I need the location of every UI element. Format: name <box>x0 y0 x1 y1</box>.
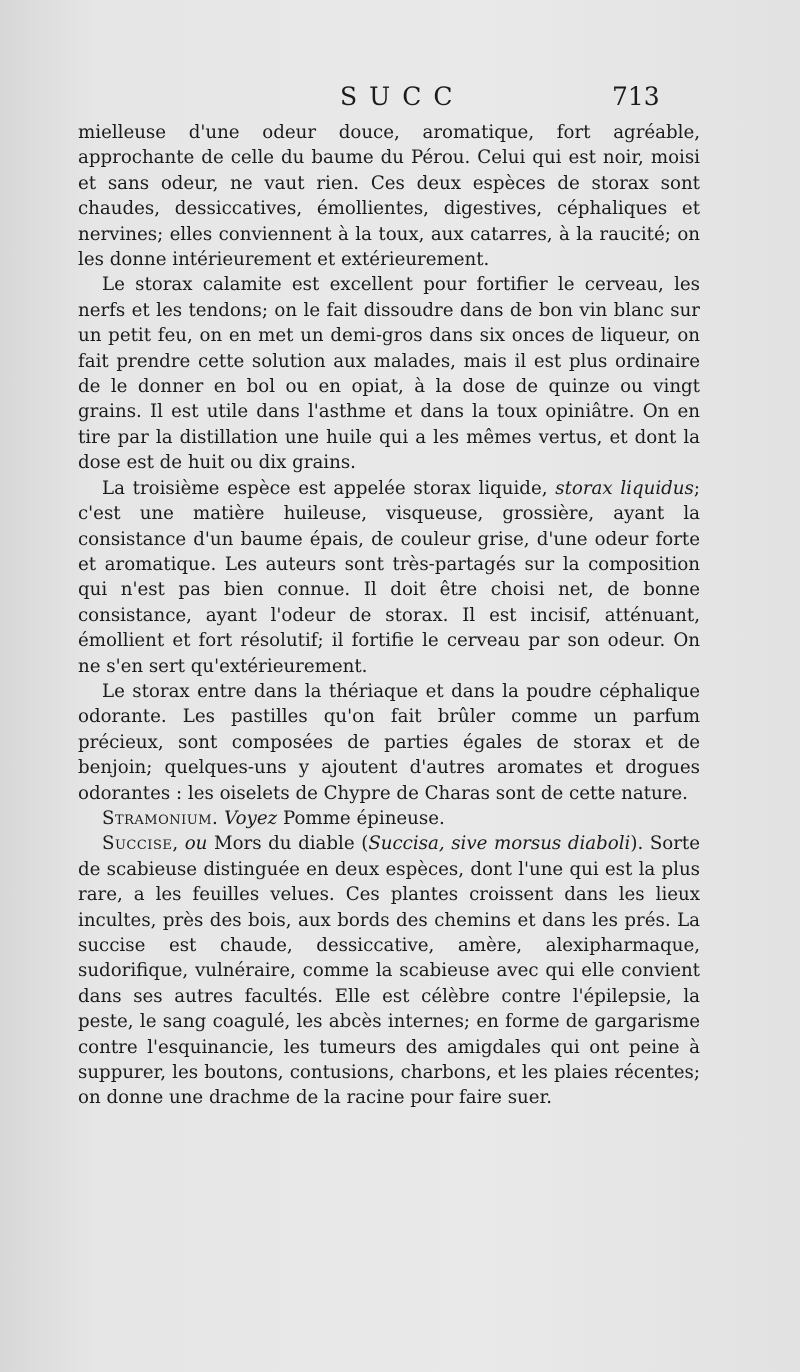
or-word: ou <box>184 833 208 855</box>
latin-name: Succisa, sive morsus diaboli <box>368 833 631 855</box>
paragraph-3 <box>78 476 700 679</box>
running-head: SUCC <box>340 82 465 111</box>
entry-succise: Succise, ou Mors du diable (Succisa, sive morsus diaboli). Sorte de scabieuse distinguée en deux espèces, dont l'une qui est la plus rare, a les feuilles velues. Ces plantes croissent dans les lieux incultes, près des bois, aux bords des chemins et dans les prés. La succise est chaude, dessiccative, amère, alexipharmaque, sudorifique, vulnéraire, comme la scabieuse avec qui elle convient dans ses autres facultés. Elle est célèbre contre l'épilepsie, la peste, le sang coagulé, les abcès internes; en forme de gargarisme contre l'esquinancie, les tumeurs des amigdales qui ont peine à suppurer, les boutons, contusions, charbons, et les plaies récentes; on donne une drachme de la racine pour faire suer. <box>78 833 701 1109</box>
page-header <box>0 82 800 122</box>
headword-succise: Succise <box>102 833 173 855</box>
cross-reference: Pomme épineuse. <box>282 807 445 829</box>
paragraph-4: Le storax entre dans la thériaque et dans la poudre céphalique odorante. Les pastilles qu'on fait brûler comme un parfum précieux, sont composées de parties égales de storax et de benjoin; quelques-uns y ajoutent d'autres aromates et drogues odorantes : les oiselets de Chypre de Charas sont de cette nature. <box>78 680 700 804</box>
paragraph-3-rest: ; c'est une matière huileuse, visqueuse, grossière, ayant la consistance d'un baume épais, de couleur grise, d'une odeur forte et aromatique. Les auteurs sont très-partagés sur la composition qui n'est pas bien connue. Il doit être choisi net, de bonne consistance, ayant l'odeur de storax. Il est incisif, atténuant, émollient et fort résolutif; il fortifie le cerveau par son odeur. On ne s'en sert qu'extérieurement. <box>78 477 700 677</box>
paragraph-1: mielleuse d'une odeur douce, aromatique, fort agréable, approchante de celle du baume du Pérou. Celui qui est noir, moisi et sans odeur, ne vaut rien. Ces deux espèces de storax sont chaudes, dessiccatives, émollientes, digestives, céphaliques et nervines; elles conviennent à la toux, aux catarres, à la raucité; on les donne intérieurement et extérieurement. <box>78 122 700 271</box>
body-text <box>78 120 700 1111</box>
alternate-name: Mors du diable ( <box>213 833 369 855</box>
paragraph-2: Le storax calamite est excellent pour fortifier le cerveau, les nerfs et les tendons; on le fait dissoudre dans de bon vin blanc sur un petit feu, on en met un demi-gros dans six onces de liqueur, on fait prendre cette solution aux malades, mais il est plus ordinaire de le donner en bol ou en opiat, à la dose de quinze ou vingt grains. Il est utile dans l'asthme et dans la toux opiniâtre. On en tire par la distillation une huile qui a les mêmes vertus, et dont la dose est de huit ou dix grains. <box>78 274 700 474</box>
latin-term: storax liquidus <box>555 477 694 499</box>
entry-stramonium <box>78 806 700 831</box>
page-number: 713 <box>612 82 660 111</box>
entry-succise-body: ). Sorte de scabieuse distinguée en deux espèces, dont l'une qui est la plus rare, a les feuilles velues. Ces plantes croissent dans les lieux incultes, près des bois, aux bords des chemins et dans les prés. La succise est chaude, dessiccative, amère, alexipharmaque, sudorifique, vulnéraire, comme la scabieuse avec qui elle convient dans ses autres facultés. Elle est célèbre contre l'épilepsie, la peste, le sang coagulé, les abcès internes; en forme de gargarisme contre l'esquinancie, les tumeurs des amigdales qui ont peine à suppurer, les boutons, contusions, charbons, et les plaies récentes; on donne une drachme de la racine pour faire suer. <box>78 833 701 1109</box>
paragraph-3-start: La troisième espèce est appelée storax liquide, <box>102 477 556 499</box>
see-reference-label: Voyez <box>224 807 278 829</box>
headword-stramonium: Stramonium. <box>102 807 219 829</box>
